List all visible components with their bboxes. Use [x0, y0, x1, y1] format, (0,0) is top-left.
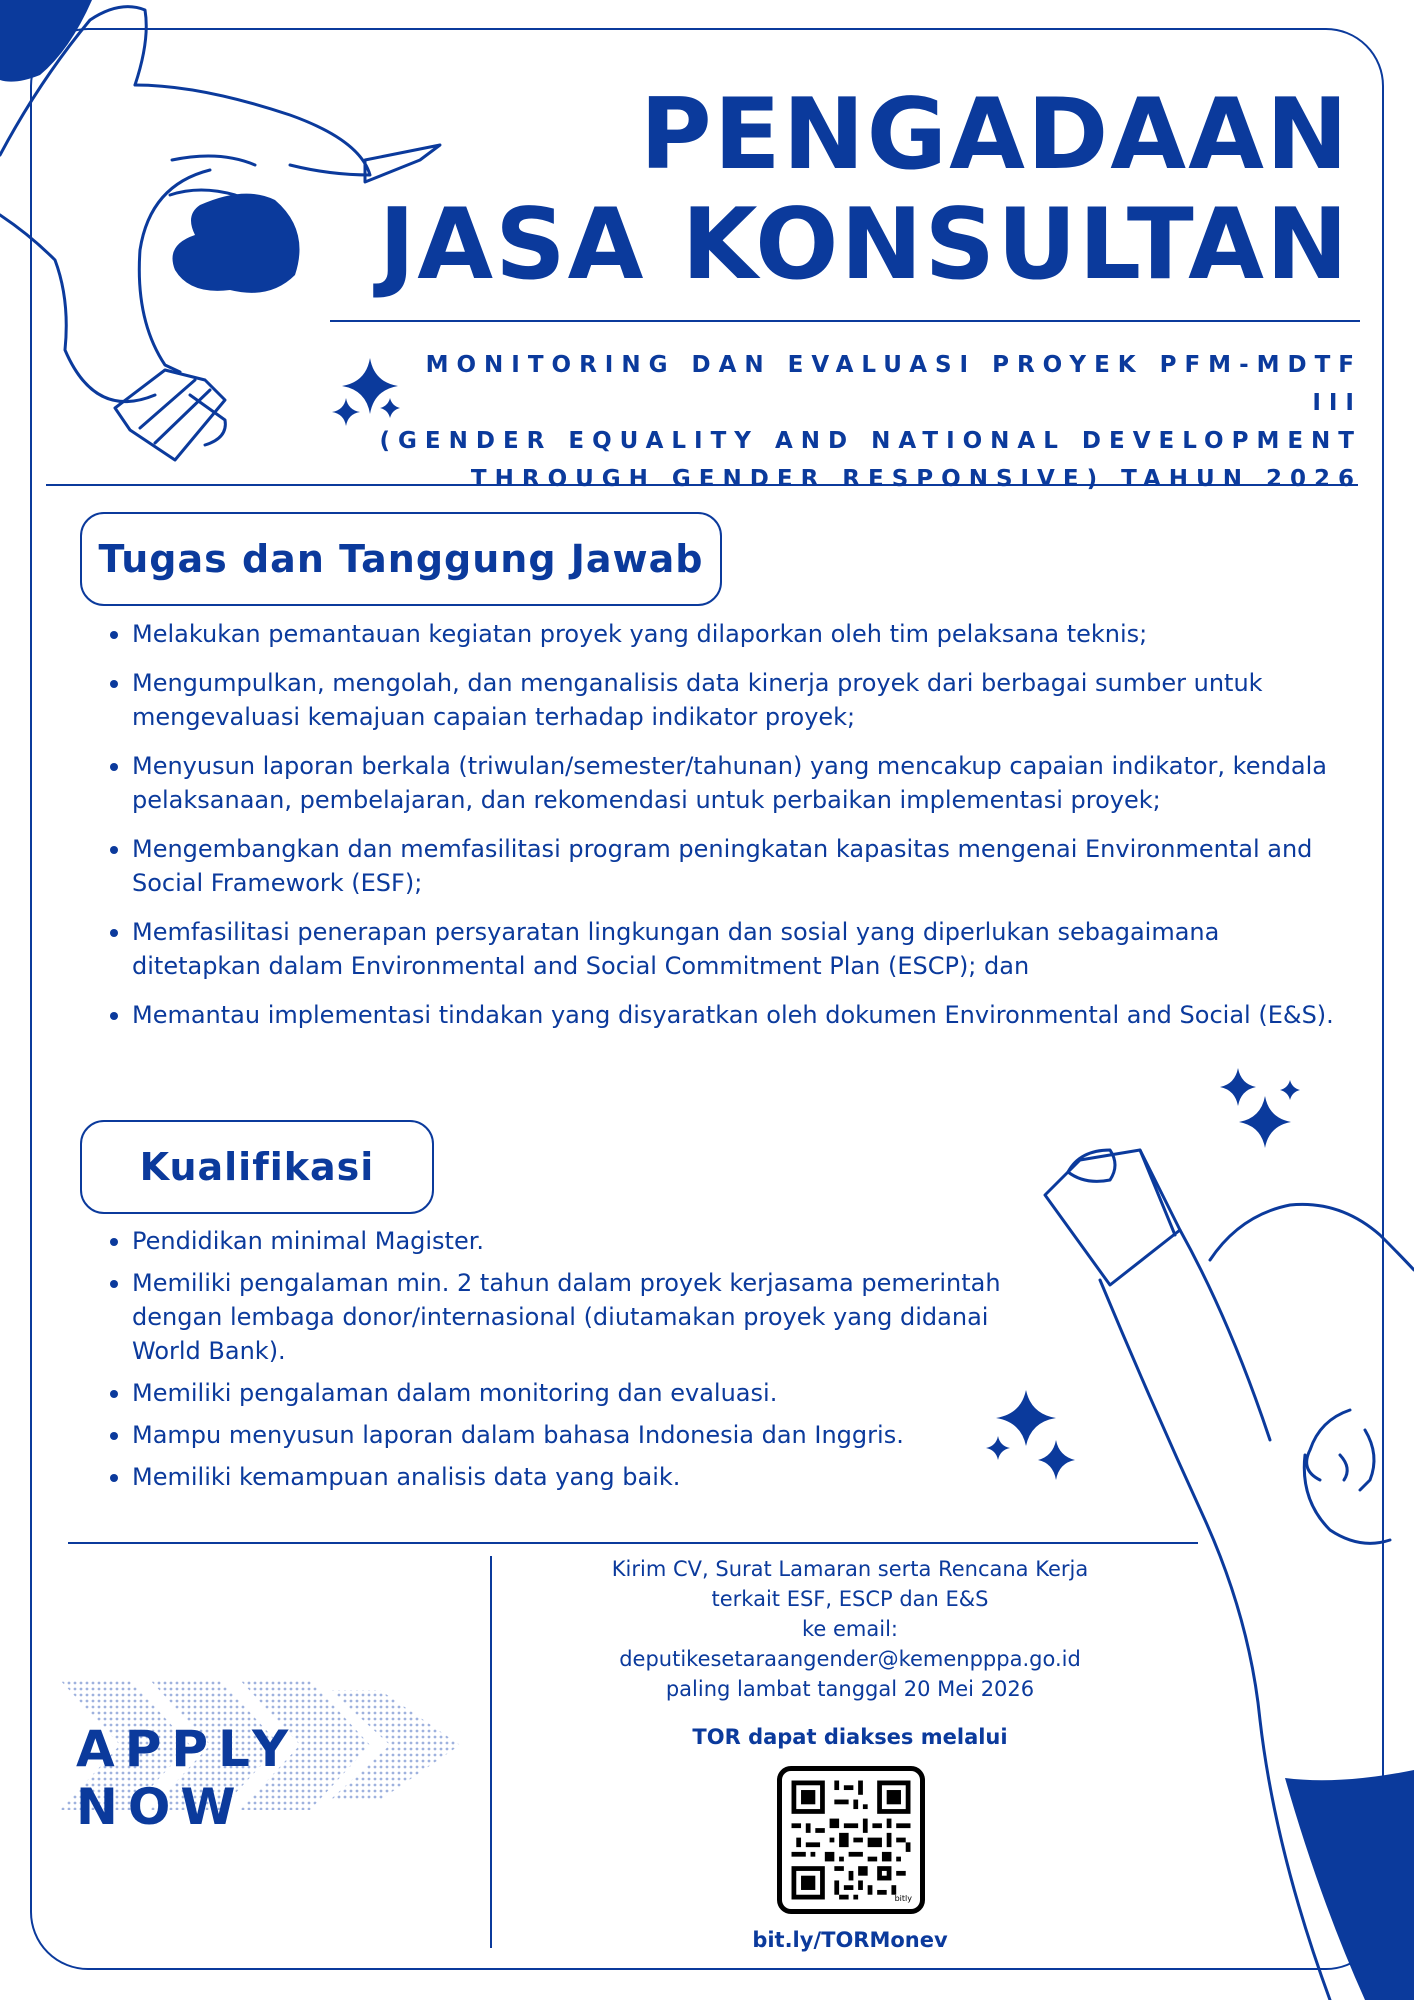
project-subtitle	[362, 346, 1362, 498]
qualifications-list	[104, 1224, 1064, 1502]
contact-line-2: terkait ESF, ESCP dan E&S	[711, 1587, 989, 1611]
title-line-2: JASA KONSULTAN	[378, 188, 1350, 302]
tasks-heading	[80, 512, 722, 606]
qr-code-icon[interactable]	[777, 1766, 925, 1914]
list-item: Mampu menyusun laporan dalam bahasa Indonesia dan Inggris.	[104, 1418, 1064, 1452]
contact-line-3: ke email:	[802, 1617, 898, 1641]
list-item: Memiliki kemampuan analisis data yang baik.	[104, 1460, 1064, 1494]
list-item: Memiliki pengalaman min. 2 tahun dalam proyek kerjasama pemerintah dengan lembaga donor/internasional (diutamakan proyek yang didanai World Bank).	[104, 1266, 1064, 1368]
footer-divider-vertical	[490, 1556, 492, 1948]
list-item: Mengembangkan dan memfasilitasi program peningkatan kapasitas mengenai Environmental and Social Framework (ESF);	[104, 832, 1344, 900]
list-item: Melakukan pemantauan kegiatan proyek yang dilaporkan oleh tim pelaksana teknis;	[104, 617, 1344, 651]
qualifications-heading-text: Kualifikasi	[139, 1145, 375, 1189]
title-line-1: PENGADAAN	[639, 78, 1350, 192]
tor-link[interactable]: bit.ly/TORMonev	[752, 1928, 948, 1952]
list-item: Memiliki pengalaman dalam monitoring dan evaluasi.	[104, 1376, 1064, 1410]
list-item: Mengumpulkan, mengolah, dan menganalisis data kinerja proyek dari berbagai sumber untuk mengevaluasi kemajuan capaian terhadap indikator proyek;	[104, 666, 1344, 734]
tasks-heading-text: Tugas dan Tanggung Jawab	[98, 537, 704, 581]
divider-title	[330, 320, 1360, 322]
tasks-list	[104, 617, 1344, 1047]
list-item: Pendidikan minimal Magister.	[104, 1224, 1064, 1258]
qr-brand-label: bitly	[894, 1894, 912, 1903]
page-title	[379, 80, 1350, 300]
qualifications-heading	[80, 1120, 434, 1214]
list-item: Memfasilitasi penerapan persyaratan lingkungan dan sosial yang diperlukan sebagaimana ditetapkan dalam Environmental and Social Commitment Plan (ESCP); dan	[104, 915, 1344, 983]
divider-footer	[68, 1542, 1198, 1544]
subtitle-line-1: MONITORING DAN EVALUASI PROYEK PFM-MDTF III	[425, 352, 1362, 416]
contact-line-1: Kirim CV, Surat Lamaran serta Rencana Kerja	[611, 1557, 1089, 1581]
apply-now-banner	[58, 1670, 458, 1836]
subtitle-line-3: THROUGH GENDER RESPONSIVE) TAHUN 2026	[470, 466, 1362, 492]
contact-info	[540, 1554, 1160, 1704]
subtitle-line-2: (GENDER EQUALITY AND NATIONAL DEVELOPMENT	[379, 428, 1362, 454]
tor-label: TOR dapat diakses melalui	[692, 1725, 1008, 1749]
contact-email[interactable]: deputikesetaraangender@kemenpppa.go.id	[619, 1647, 1081, 1671]
apply-now-label: APPLY NOW	[76, 1720, 299, 1836]
list-item: Memantau implementasi tindakan yang disyaratkan oleh dokumen Environmental and Social (E&S).	[104, 998, 1344, 1032]
list-item: Menyusun laporan berkala (triwulan/semester/tahunan) yang mencakup capaian indikator, kendala pelaksanaan, pembelajaran, dan rekomendasi untuk perbaikan implementasi proyek;	[104, 749, 1344, 817]
contact-deadline: paling lambat tanggal 20 Mei 2026	[665, 1677, 1035, 1701]
